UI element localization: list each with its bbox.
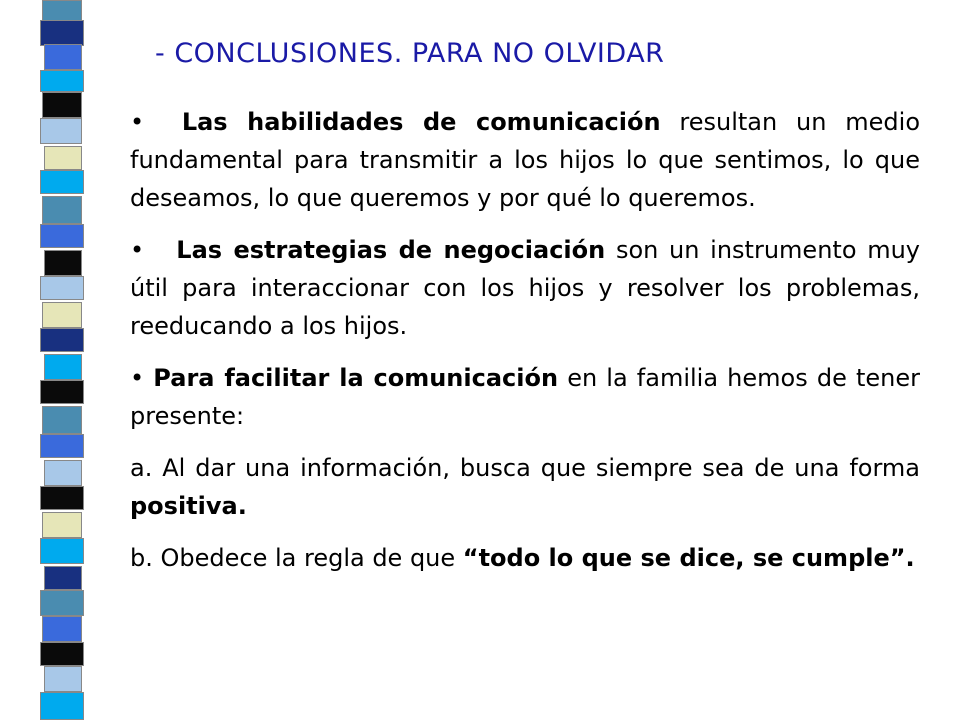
paragraph-2-bold: Las estrategias de negociación [176,236,606,264]
stripe-segment [40,276,84,300]
paragraph-1-text: resultan un medio fundamental para transmitir a los hijos lo que sentimos, lo que deseamos, lo que queremos y por qué lo queremos. [130,108,920,212]
stripe-segment [40,118,82,144]
stripe-segment [40,590,84,616]
stripe-segment [42,616,82,642]
bullet: • [130,236,145,264]
stripe-segment [40,70,84,92]
stripe-segment [44,666,82,692]
paragraph-1-bold: Las habilidades de comunicación [181,108,661,136]
stripe-segment [40,20,84,46]
item-a [130,449,920,525]
stripe-segment [40,538,84,564]
stripe-segment [44,146,82,170]
slide-title: - CONCLUSIONES. PARA NO OLVIDAR [155,38,665,69]
stripe-segment [44,460,82,486]
stripe-segment [40,224,84,248]
paragraph-2-text: son un instrumento muy útil para interaccionar con los hijos y resolver los problemas, reeducando a los hijos. [130,236,920,340]
stripe-segment [42,92,82,118]
paragraph-3 [130,359,920,435]
stripe-segment [40,328,84,352]
item-b-text: b. Obedece la regla de que [130,544,463,572]
slide-body [130,103,920,591]
stripe-segment [40,380,84,404]
item-a-bold: positiva. [130,492,247,520]
paragraph-2 [130,231,920,345]
stripe-segment [40,434,84,458]
bullet: • [130,108,145,136]
stripe-segment [42,512,82,538]
item-b-bold: “todo lo que se dice, se cumple”. [462,544,915,572]
bullet: • [130,364,145,392]
stripe-segment [44,354,82,380]
stripe-segment [40,642,84,666]
stripe-segment [44,566,82,590]
paragraph-1 [130,103,920,217]
item-b [130,539,920,577]
stripe-segment [44,250,82,276]
stripe-segment [44,44,82,70]
decorative-color-stripe [0,0,90,720]
stripe-segment [40,170,84,194]
stripe-segment [40,692,84,720]
paragraph-3-bold: Para facilitar la comunicación [153,364,559,392]
stripe-segment [42,302,82,328]
stripe-segment [42,196,82,224]
item-a-text: a. Al dar una información, busca que siempre sea de una forma [130,454,920,482]
stripe-segment [42,0,82,22]
stripe-segment [42,406,82,434]
paragraph-3-text: en la familia hemos de tener presente: [130,364,921,430]
stripe-segment [40,486,84,510]
